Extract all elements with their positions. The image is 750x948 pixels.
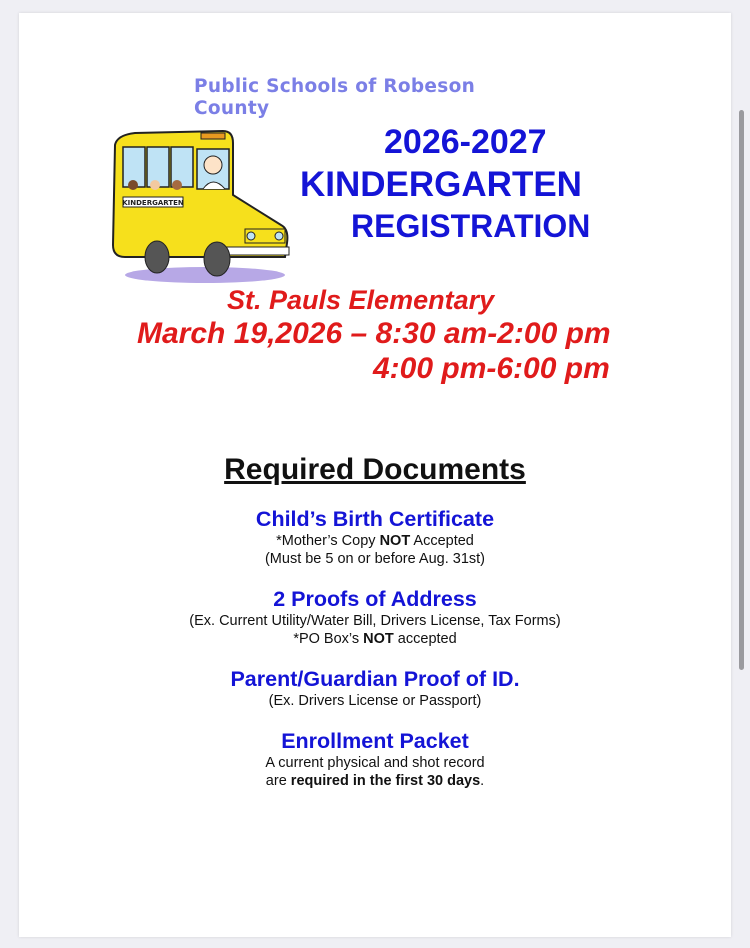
bus-sign: KINDERGARTEN	[122, 199, 184, 207]
required-documents-heading: Required Documents	[224, 453, 526, 486]
event-date-time: March 19,2026 – 8:30 am-2:00 pm	[137, 317, 611, 350]
school-bus-illustration	[105, 125, 297, 285]
note-text: *PO Box’s	[293, 631, 364, 647]
document-note: A current physical and shot record	[265, 755, 485, 771]
note-text: Accepted	[410, 533, 474, 549]
title-kindergarten: KINDERGARTEN	[300, 165, 582, 204]
note-text: are	[265, 773, 291, 789]
document-note: (Ex. Drivers License or Passport)	[268, 693, 482, 709]
note-emphasis: required in the first 30 days	[290, 773, 481, 789]
title-registration: REGISTRATION	[351, 208, 591, 244]
school-name: St. Pauls Elementary	[227, 285, 495, 315]
document-note	[19, 630, 731, 648]
document-note: (Must be 5 on or before Aug. 31st)	[264, 551, 486, 567]
district-name	[194, 76, 475, 120]
document-title: Child’s Birth Certificate	[255, 507, 495, 531]
school-year: 2026-2027	[384, 123, 547, 161]
note-emphasis: NOT	[363, 631, 394, 647]
document-title: Parent/Guardian Proof of ID.	[230, 667, 520, 691]
note-text: accepted	[393, 631, 457, 647]
document-note	[19, 772, 731, 790]
document-guardian-id	[19, 666, 731, 710]
event-second-time: 4:00 pm-6:00 pm	[373, 352, 610, 385]
document-enrollment-packet	[19, 728, 731, 790]
document-birth-certificate	[19, 506, 731, 568]
district-line-1: Public Schools of Robeson	[194, 76, 476, 97]
note-text: .	[480, 773, 485, 789]
document-title: Enrollment Packet	[281, 729, 469, 753]
document-note: (Ex. Current Utility/Water Bill, Drivers License, Tax Forms)	[189, 613, 561, 629]
note-emphasis: NOT	[379, 533, 411, 549]
document-note	[19, 532, 731, 550]
vertical-scrollbar[interactable]	[739, 110, 744, 670]
document-proof-of-address	[19, 586, 731, 648]
document-title: 2 Proofs of Address	[273, 587, 477, 611]
note-text: *Mother’s Copy	[276, 533, 380, 549]
district-line-2: County	[194, 98, 270, 119]
flyer-page	[19, 13, 731, 937]
